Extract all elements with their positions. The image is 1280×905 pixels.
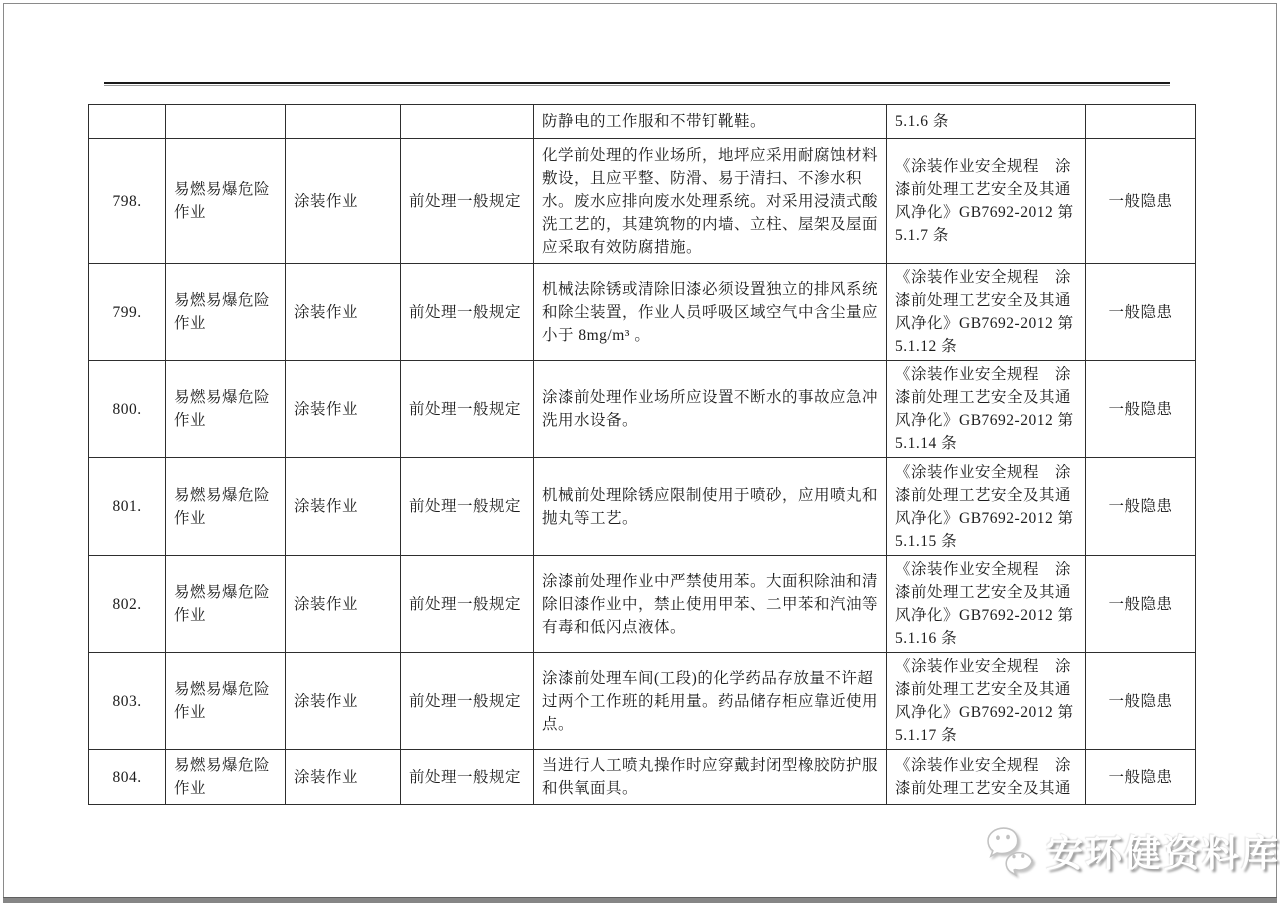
cell-description: 机械前处理除锈应限制使用于喷砂，应用喷丸和抛丸等工艺。 <box>534 458 887 556</box>
cell-description: 涂漆前处理作业中严禁使用苯。大面积除油和清除旧漆作业中，禁止使用甲苯、二甲苯和汽油等有毒和低闪点液体。 <box>534 556 887 653</box>
cell-subcategory: 前处理一般规定 <box>401 264 534 361</box>
cell-category: 易燃易爆危险作业 <box>166 750 286 805</box>
cell-description: 涂漆前处理车间(工段)的化学药品存放量不许超过两个工作班的耗用量。药品储存柜应靠近使用点。 <box>534 653 887 750</box>
watermark-text: 安环健资料库 <box>1046 834 1280 875</box>
cell-number <box>89 105 166 139</box>
cell-job-type: 涂装作业 <box>286 556 401 653</box>
cell-reference: 《涂装作业安全规程 涂漆前处理工艺安全及其通风净化》GB7692-2012 第 5.1.15 条 <box>887 458 1086 556</box>
cell-number: 804. <box>89 750 166 805</box>
cell-hazard-level: 一般隐患 <box>1086 458 1196 556</box>
cell-job-type: 涂装作业 <box>286 139 401 264</box>
cell-description: 涂漆前处理作业场所应设置不断水的事故应急冲洗用水设备。 <box>534 361 887 458</box>
cell-number: 802. <box>89 556 166 653</box>
cell-subcategory <box>401 105 534 139</box>
cell-number: 800. <box>89 361 166 458</box>
cell-job-type: 涂装作业 <box>286 458 401 556</box>
table-row-799 <box>89 264 1196 361</box>
cell-hazard-level: 一般隐患 <box>1086 556 1196 653</box>
cell-description: 化学前处理的作业场所，地坪应采用耐腐蚀材料敷设，且应平整、防滑、易于清扫、不渗水积水。废水应排向废水处理系统。对采用浸渍式酸洗工艺的，其建筑物的内墙、立柱、屋架及屋面应采取有效防腐措施。 <box>534 139 887 264</box>
cell-job-type: 涂装作业 <box>286 361 401 458</box>
cell-number: 801. <box>89 458 166 556</box>
cell-reference: 《涂装作业安全规程 涂漆前处理工艺安全及其通风净化》GB7692-2012 第 5.1.12 条 <box>887 264 1086 361</box>
cell-category <box>166 105 286 139</box>
table-row-continued <box>89 105 1196 139</box>
cell-category: 易燃易爆危险作业 <box>166 264 286 361</box>
cell-description: 机械法除锈或清除旧漆必须设置独立的排风系统和除尘装置，作业人员呼吸区域空气中含尘量应小于 8mg/m³ 。 <box>534 264 887 361</box>
cell-subcategory: 前处理一般规定 <box>401 458 534 556</box>
table-row-801 <box>89 458 1196 556</box>
cell-job-type: 涂装作业 <box>286 264 401 361</box>
table-row-800 <box>89 361 1196 458</box>
table-row-804 <box>89 750 1196 805</box>
cell-reference: 《涂装作业安全规程 涂漆前处理工艺安全及其通风净化》GB7692-2012 第 5.1.17 条 <box>887 653 1086 750</box>
cell-hazard-level: 一般隐患 <box>1086 264 1196 361</box>
cell-reference: 5.1.6 条 <box>887 105 1086 139</box>
cell-hazard-level <box>1086 105 1196 139</box>
cell-category: 易燃易爆危险作业 <box>166 458 286 556</box>
cell-hazard-level: 一般隐患 <box>1086 750 1196 805</box>
cell-job-type: 涂装作业 <box>286 653 401 750</box>
header-rule <box>104 82 1170 86</box>
cell-subcategory: 前处理一般规定 <box>401 139 534 264</box>
table-row-803 <box>89 653 1196 750</box>
header-rule-thick-line <box>104 82 1170 84</box>
cell-subcategory: 前处理一般规定 <box>401 556 534 653</box>
cell-category: 易燃易爆危险作业 <box>166 361 286 458</box>
cell-reference: 《涂装作业安全规程 涂漆前处理工艺安全及其通 <box>887 750 1086 805</box>
cell-hazard-level: 一般隐患 <box>1086 361 1196 458</box>
hazard-table <box>88 104 1196 805</box>
cell-job-type: 涂装作业 <box>286 750 401 805</box>
cell-number: 799. <box>89 264 166 361</box>
table-row-798 <box>89 139 1196 264</box>
cell-description: 防静电的工作服和不带钉靴鞋。 <box>534 105 887 139</box>
cell-hazard-level: 一般隐患 <box>1086 653 1196 750</box>
cell-description: 当进行人工喷丸操作时应穿戴封闭型橡胶防护服和供氧面具。 <box>534 750 887 805</box>
cell-job-type <box>286 105 401 139</box>
cell-reference: 《涂装作业安全规程 涂漆前处理工艺安全及其通风净化》GB7692-2012 第 5.1.16 条 <box>887 556 1086 653</box>
cell-subcategory: 前处理一般规定 <box>401 653 534 750</box>
header-rule-thin-line <box>104 85 1170 86</box>
cell-hazard-level: 一般隐患 <box>1086 139 1196 264</box>
cell-subcategory: 前处理一般规定 <box>401 750 534 805</box>
cell-reference: 《涂装作业安全规程 涂漆前处理工艺安全及其通风净化》GB7692-2012 第 5.1.7 条 <box>887 139 1086 264</box>
cell-subcategory: 前处理一般规定 <box>401 361 534 458</box>
cell-category: 易燃易爆危险作业 <box>166 139 286 264</box>
cell-number: 798. <box>89 139 166 264</box>
cell-number: 803. <box>89 653 166 750</box>
bottom-bar <box>3 897 1277 903</box>
cell-reference: 《涂装作业安全规程 涂漆前处理工艺安全及其通风净化》GB7692-2012 第 5.1.14 条 <box>887 361 1086 458</box>
cell-category: 易燃易爆危险作业 <box>166 556 286 653</box>
table-row-802 <box>89 556 1196 653</box>
cell-category: 易燃易爆危险作业 <box>166 653 286 750</box>
